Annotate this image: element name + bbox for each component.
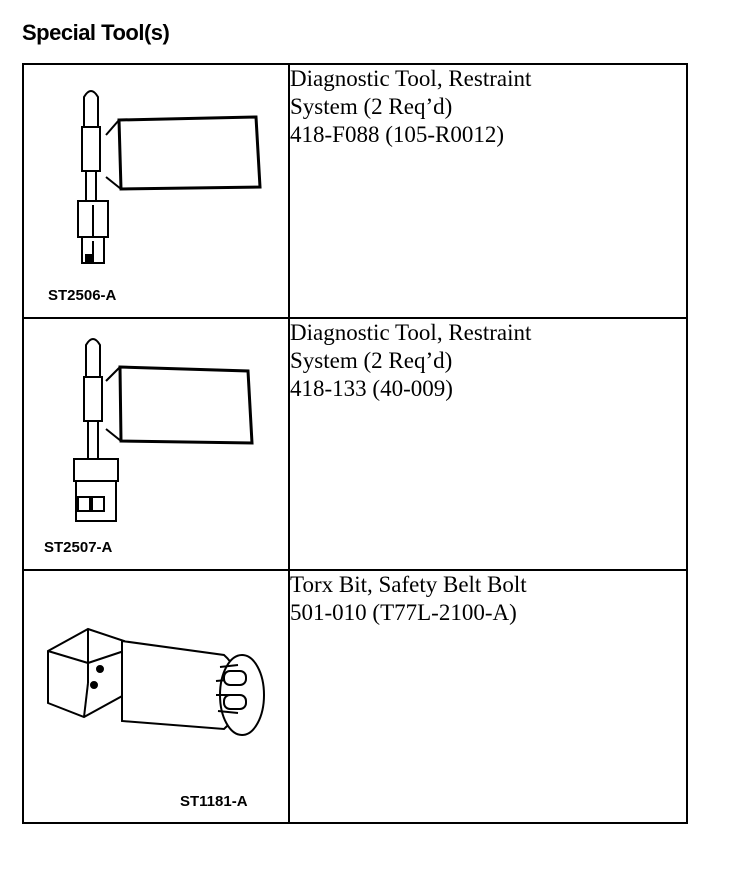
tool-illustration-cell	[23, 318, 289, 570]
tool-illustration-cell	[23, 64, 289, 318]
tool-description	[289, 570, 687, 823]
tool-description	[289, 318, 687, 570]
torx-bit-icon	[24, 571, 288, 822]
description-line: Diagnostic Tool, Restraint	[290, 320, 532, 345]
description-line: 418-F088 (105-R0012)	[290, 122, 505, 147]
special-tools-table	[22, 63, 688, 824]
description-line: Diagnostic Tool, Restraint	[290, 66, 532, 91]
tool-code: ST1181-A	[180, 793, 248, 810]
tool-code: ST2506-A	[48, 287, 117, 304]
tool-description	[289, 64, 687, 318]
tool-row	[23, 318, 687, 570]
description-line: System (2 Req’d)	[290, 94, 453, 119]
description-line: 501-010 (T77L-2100-A)	[290, 600, 517, 625]
restraint-diagnostic-tool-icon	[24, 319, 288, 569]
tool-illustration-cell	[23, 570, 289, 823]
description-line: 418-133 (40-009)	[290, 376, 453, 401]
tool-code: ST2507-A	[44, 539, 113, 556]
restraint-diagnostic-tool-icon	[24, 65, 288, 317]
description-line: System (2 Req’d)	[290, 348, 453, 373]
section-heading: Special Tool(s)	[22, 20, 170, 45]
description-line: Torx Bit, Safety Belt Bolt	[290, 572, 527, 597]
tool-row	[23, 570, 687, 823]
tool-row	[23, 64, 687, 318]
